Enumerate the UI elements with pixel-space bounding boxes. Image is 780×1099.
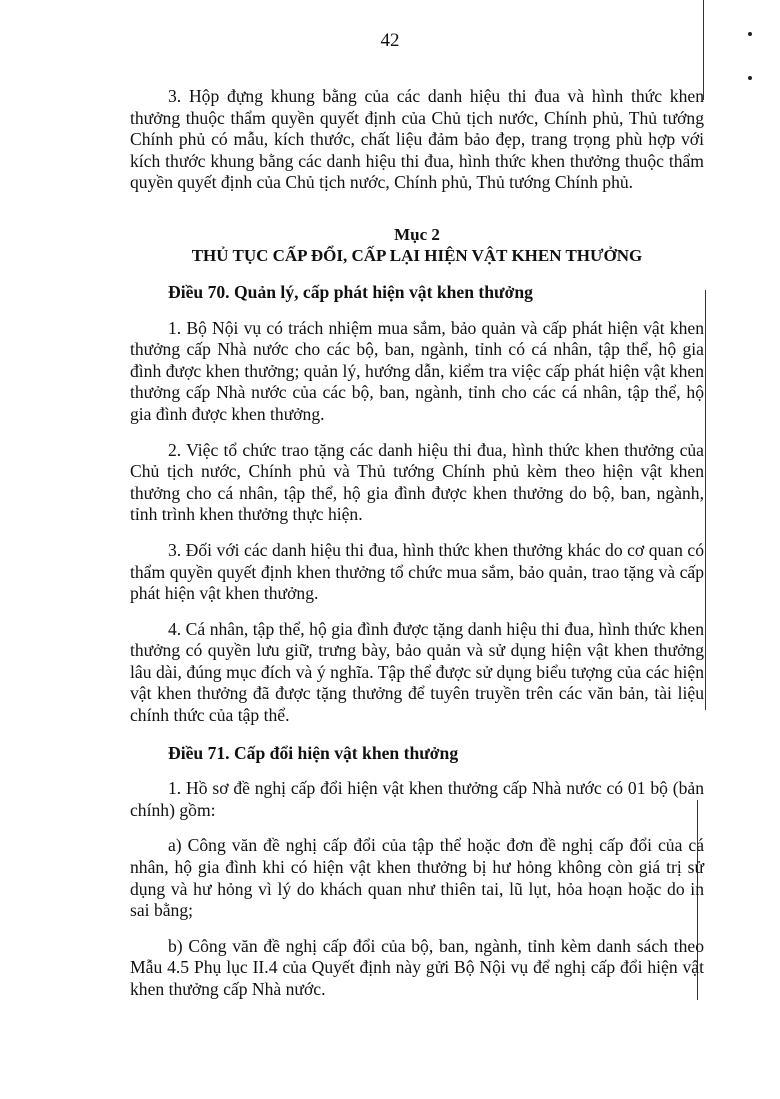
paragraph-top: 3. Hộp đựng khung bằng của các danh hiệu thi đua và hình thức khen thưởng thuộc thẩm quyền quyết định của Chủ tịch nước, Chính phủ, Thủ tướng Chính phủ có mẫu, kích thước, chất liệu đảm bảo đẹp, trang trọng phù hợp với kích thước khung bằng các danh hiệu thi đua, hình thức khen thưởng thuộc thẩm quyền quyết định của Chủ tịch nước, Chính phủ, Thủ tướng Chính phủ. <box>130 86 704 193</box>
page-number: 42 <box>380 30 400 51</box>
section-title: THỦ TỤC CẤP ĐỔI, CẤP LẠI HIỆN VẬT KHEN THƯỞNG <box>191 245 643 265</box>
document-body <box>130 86 704 1001</box>
scan-edge-line <box>703 0 704 100</box>
scan-dot <box>748 76 752 80</box>
article-70-paragraph: 4. Cá nhân, tập thể, hộ gia đình được tặng danh hiệu thi đua, hình thức khen thưởng có quyền lưu giữ, trưng bày, bảo quản và sử dụng hiện vật khen thưởng lâu dài, đúng mục đích và ý nghĩa. Tập thể được sử dụng biểu tượng của các hiện vật khen thưởng đã được tặng thưởng để tuyên truyền trên các văn bản, tài liệu chính thức của tập thể. <box>130 618 704 726</box>
scan-dot <box>748 32 752 36</box>
section-heading <box>130 224 704 266</box>
article-70-paragraph: 1. Bộ Nội vụ có trách nhiệm mua sắm, bảo quản và cấp phát hiện vật khen thưởng cấp Nhà nước cho các bộ, ban, ngành, tỉnh có cá nhân, tập thể, hộ gia đình được khen thưởng; quản lý, hướng dẫn, kiểm tra việc cấp phát hiện vật khen thưởng cấp Nhà nước của các bộ, ban, ngành, tỉnh cho các cá nhân, tập thể, hộ gia đình được khen thưởng. <box>130 317 704 424</box>
article-70-paragraph: 3. Đối với các danh hiệu thi đua, hình thức khen thưởng khác do cơ quan có thẩm quyền quyết định khen thưởng tổ chức mua sắm, bảo quản, trao tặng và cấp phát hiện vật khen thưởng. <box>130 539 704 604</box>
article-71-paragraph: a) Công văn đề nghị cấp đổi của tập thể hoặc đơn đề nghị cấp đổi của cá nhân, hộ gia đình khi có hiện vật khen thưởng bị hư hỏng không còn giá trị sử dụng và hư hỏng vì lý do khách quan như thiên tai, lũ lụt, hỏa hoạn hoặc do in sai bằng; <box>130 835 704 921</box>
article-70-title: Điều 70. Quản lý, cấp phát hiện vật khen thưởng <box>168 281 533 302</box>
scan-edge-line <box>705 290 706 710</box>
article-70-paragraph: 2. Việc tổ chức trao tặng các danh hiệu thi đua, hình thức khen thưởng của Chủ tịch nước, Chính phủ và Thủ tướng Chính phủ kèm theo hiện vật khen thưởng cho cá nhân, tập thể, hộ gia đình được khen thưởng do bộ, ban, ngành, tỉnh trình khen thưởng thực hiện. <box>130 439 704 525</box>
article-71-title: Điều 71. Cấp đổi hiện vật khen thưởng <box>168 742 459 763</box>
article-71-paragraph: b) Công văn đề nghị cấp đổi của bộ, ban, ngành, tỉnh kèm danh sách theo Mẫu 4.5 Phụ lục II.4 của Quyết định này gửi Bộ Nội vụ để nghị cấp đổi hiện vật khen thưởng cấp Nhà nước. <box>130 935 704 999</box>
section-label: Mục 2 <box>394 224 440 244</box>
article-71-paragraph: 1. Hồ sơ đề nghị cấp đổi hiện vật khen thưởng cấp Nhà nước có 01 bộ (bản chính) gồm: <box>130 778 704 820</box>
